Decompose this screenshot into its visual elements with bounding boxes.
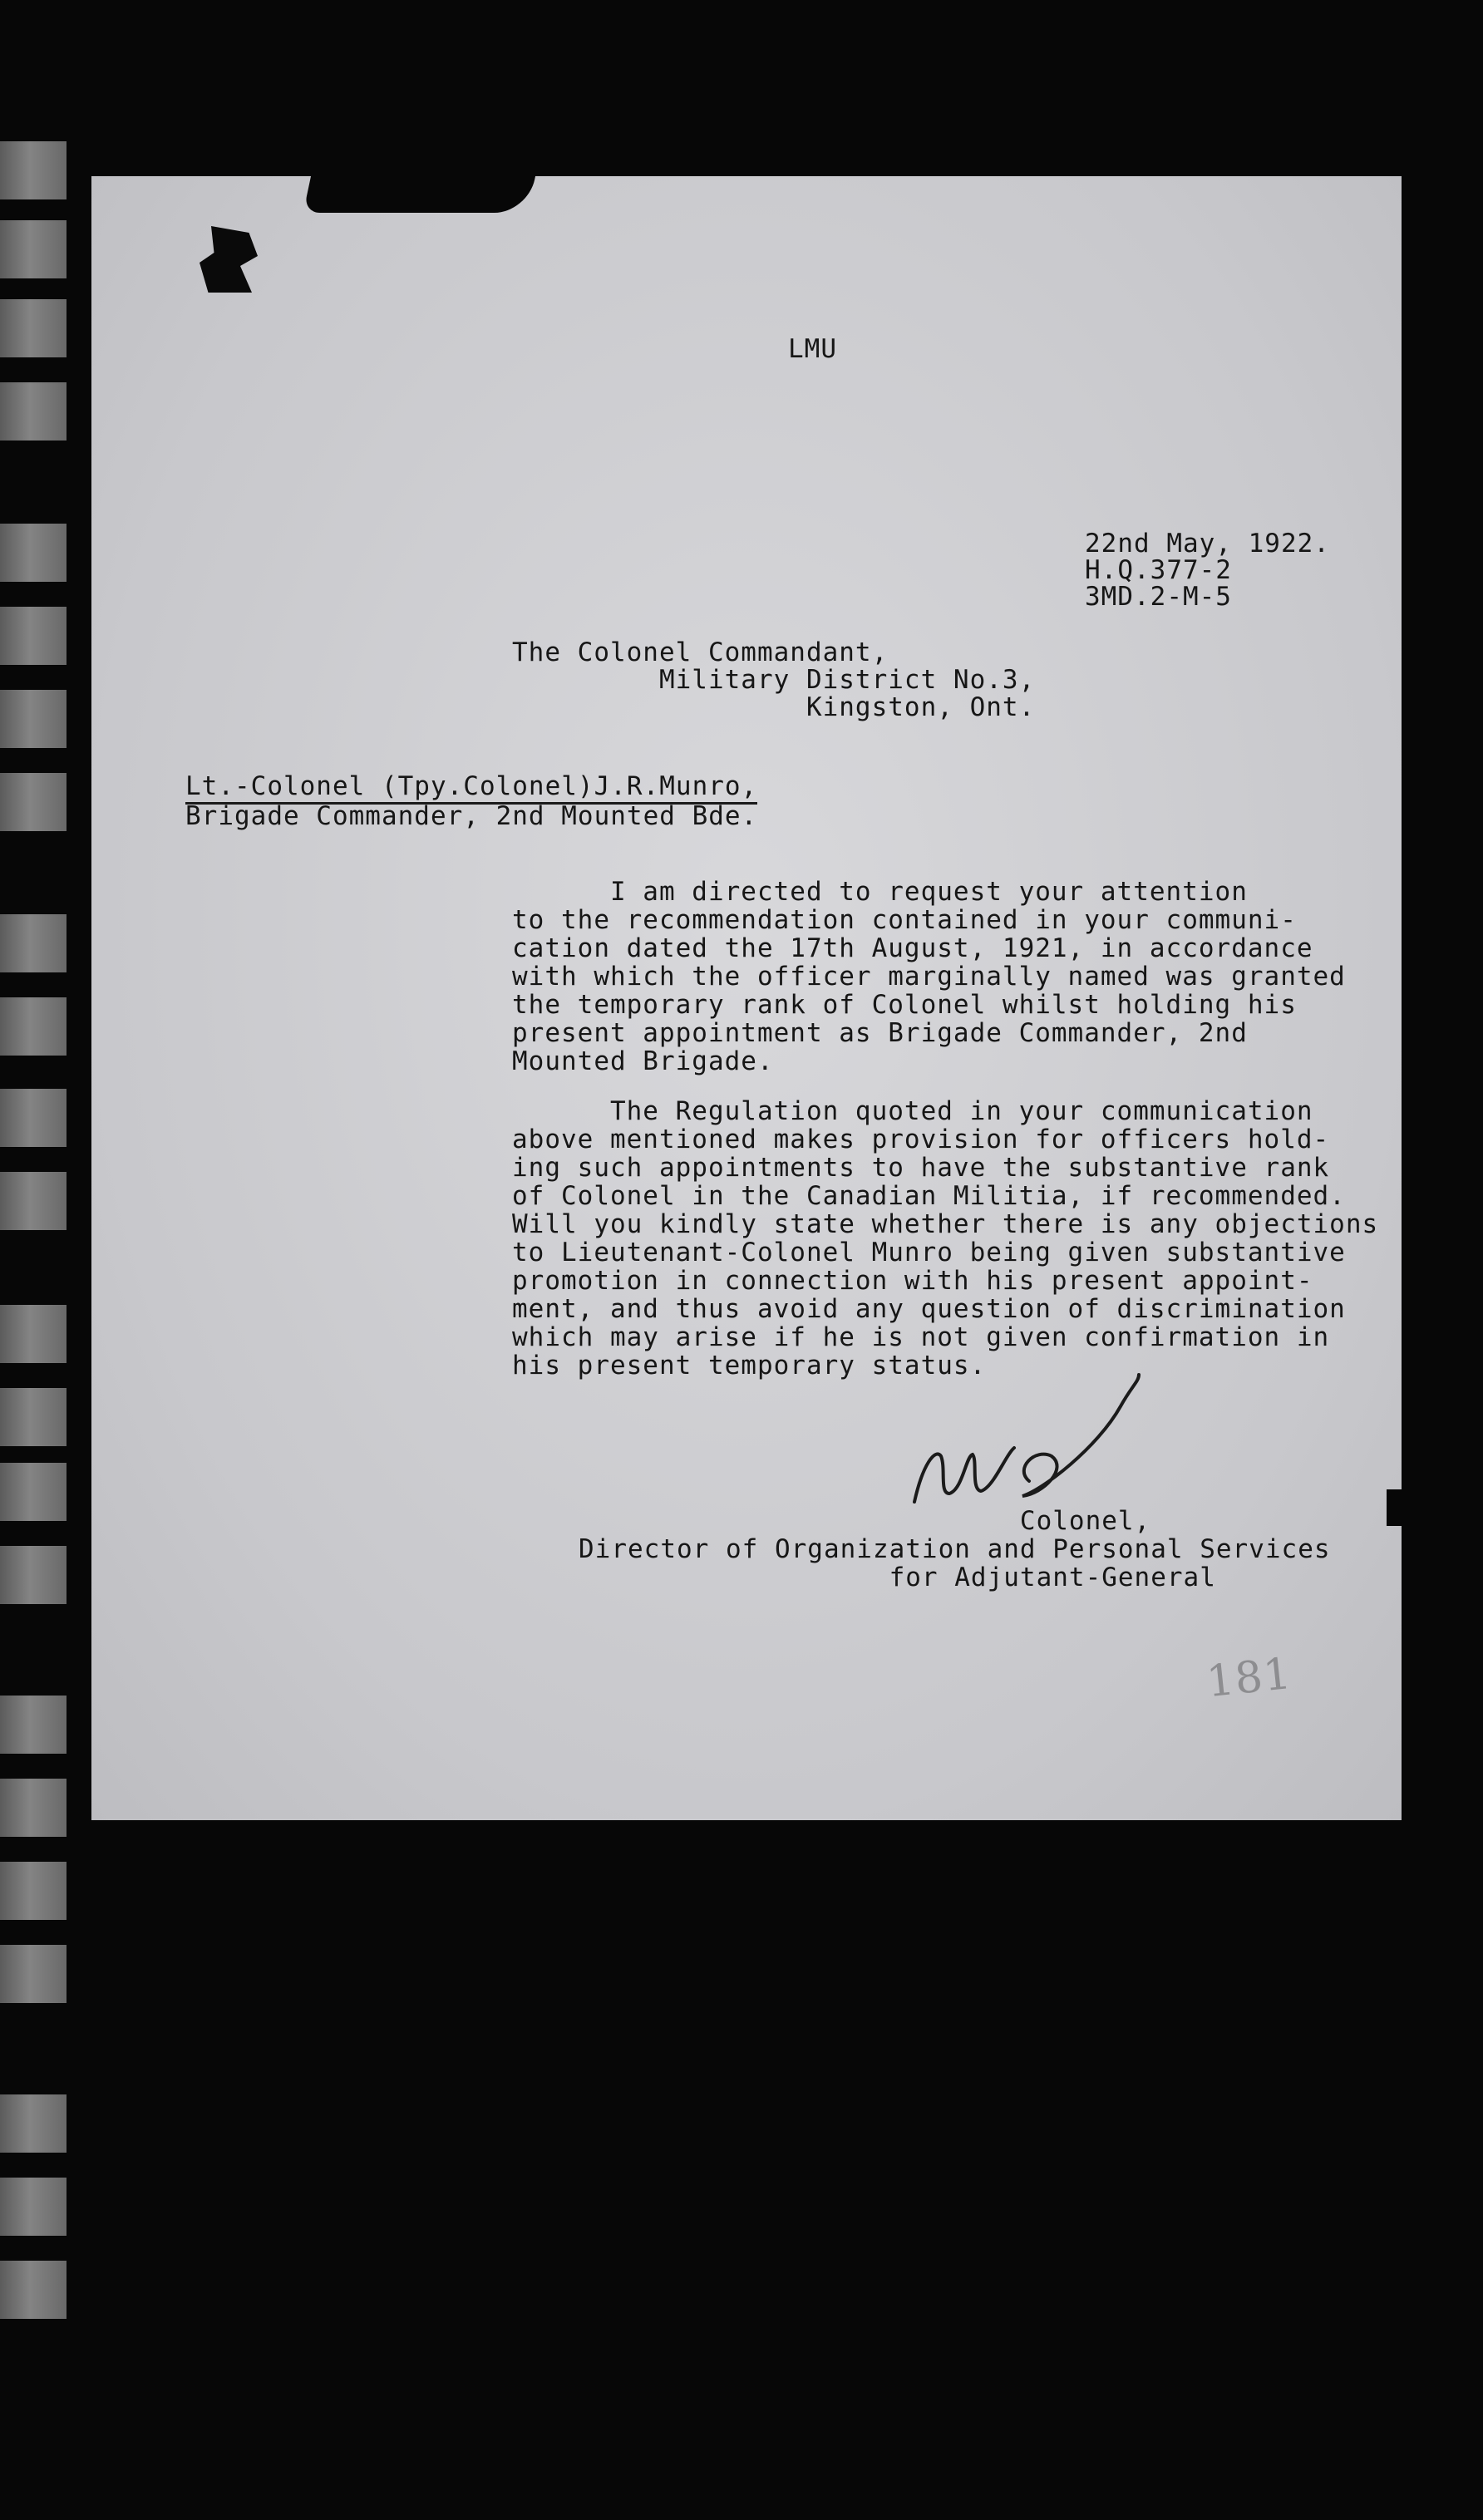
sprocket-hole [0, 1172, 67, 1230]
sprocket-hole [0, 914, 67, 972]
paragraph-line: Mounted Brigade. [512, 1046, 774, 1076]
file-reference: 3MD.2-M-5 [1085, 582, 1232, 612]
signoff-rank: Colonel, [579, 1506, 1151, 1536]
paragraph-line: promotion in connection with his present appoint- [512, 1266, 1313, 1296]
addressee-line-3: Kingston, Ont. [512, 692, 1036, 722]
sprocket-hole [0, 382, 67, 441]
sprocket-hole [0, 2178, 67, 2236]
paragraph-line: to the recommendation contained in your communi- [512, 905, 1297, 935]
sprocket-hole [0, 2094, 67, 2153]
paragraph-line: which may arise if he is not given confirmation in [512, 1322, 1330, 1352]
sprocket-hole [0, 690, 67, 748]
torn-edge [303, 176, 537, 213]
signoff-for: for Adjutant-General [579, 1563, 1216, 1592]
sprocket-hole [0, 1546, 67, 1604]
addressee-line-2: Military District No.3, [512, 665, 1036, 695]
subject-officer: Lt.-Colonel (Tpy.Colonel)J.R.Munro, [185, 771, 757, 805]
sprocket-hole [0, 607, 67, 665]
sprocket-hole [0, 2261, 67, 2319]
sprocket-hole [0, 1089, 67, 1147]
paragraph-line: cation dated the 17th August, 1921, in accordance [512, 933, 1313, 963]
sprocket-hole [0, 1945, 67, 2003]
paragraph-line: ment, and thus avoid any question of discrimination [512, 1294, 1346, 1324]
paragraph-line: to Lieutenant-Colonel Munro being given substantive [512, 1238, 1346, 1267]
paragraph-line: Will you kindly state whether there is any objections [512, 1209, 1379, 1239]
letter-date: 22nd May, 1922. [1085, 529, 1330, 559]
signoff-title: Director of Organization and Personal Services [579, 1534, 1331, 1564]
sprocket-hole [0, 299, 67, 357]
paragraph-line: above mentioned makes provision for officers hold- [512, 1125, 1330, 1154]
sprocket-hole [0, 1779, 67, 1837]
header-code: LMU [788, 334, 837, 364]
subject-appointment: Brigade Commander, 2nd Mounted Bde. [185, 801, 758, 831]
letter-page [91, 176, 1402, 1820]
sprocket-hole [0, 220, 67, 278]
sprocket-hole [0, 1463, 67, 1521]
sprocket-hole [0, 1305, 67, 1363]
reference-number: H.Q.377-2 [1085, 555, 1232, 585]
paragraph-line: ing such appointments to have the substantive rank [512, 1153, 1330, 1183]
sprocket-hole [0, 773, 67, 831]
paragraph-line: the temporary rank of Colonel whilst holding his [512, 990, 1297, 1020]
handwritten-signature [889, 1356, 1155, 1523]
paragraph-line: The Regulation quoted in your communication [512, 1096, 1313, 1126]
addressee-line-1: The Colonel Commandant, [512, 637, 889, 667]
paragraph-line: with which the officer marginally named was granted [512, 962, 1346, 992]
paragraph-line: of Colonel in the Canadian Militia, if recommended. [512, 1181, 1346, 1211]
page-notch [1387, 1489, 1402, 1526]
sprocket-hole [0, 141, 67, 199]
paragraph-line: his present temporary status. [512, 1351, 987, 1381]
sprocket-hole [0, 997, 67, 1056]
paragraph-line: I am directed to request your attention [512, 877, 1248, 907]
sprocket-hole [0, 524, 67, 582]
sprocket-hole [0, 1862, 67, 1920]
sprocket-hole [0, 1696, 67, 1754]
ink-blot [200, 226, 258, 293]
sprocket-hole [0, 1388, 67, 1446]
paragraph-line: present appointment as Brigade Commander, 2nd [512, 1018, 1248, 1048]
margin-note: 181 [1204, 1648, 1294, 1708]
